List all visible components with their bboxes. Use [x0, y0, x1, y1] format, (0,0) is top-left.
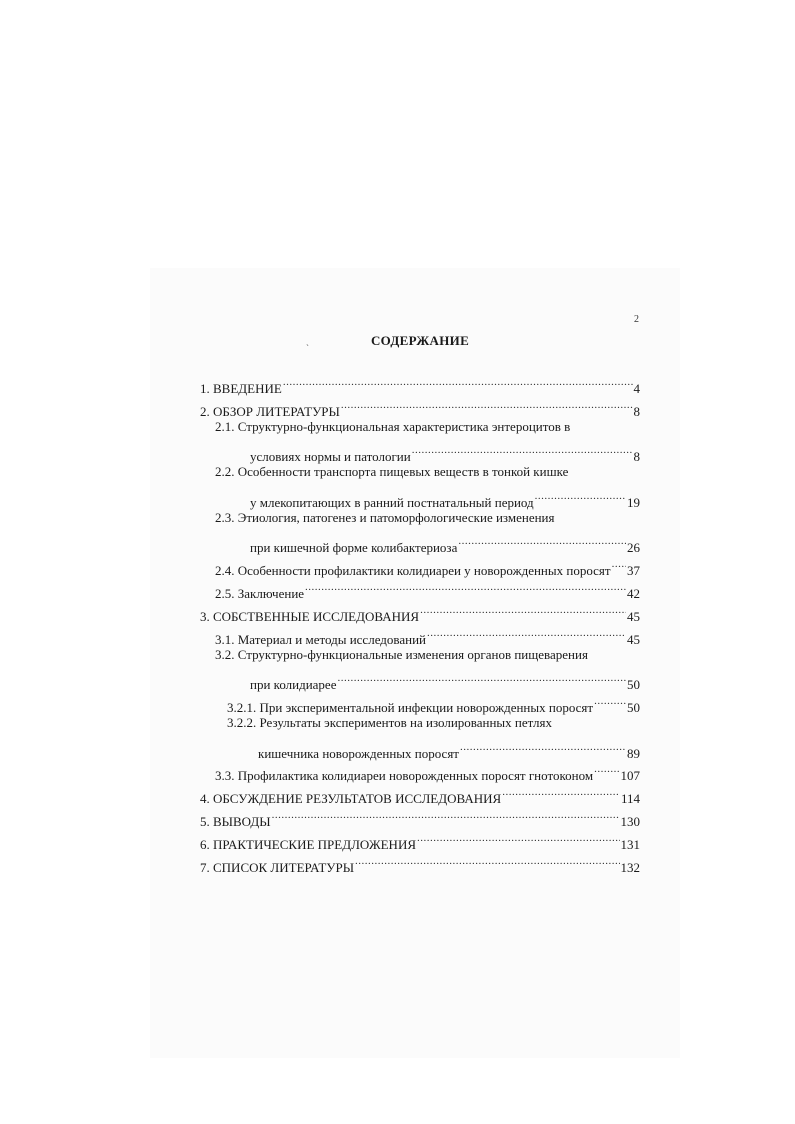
dot-leader	[594, 758, 619, 781]
toc-page-number: 107	[620, 768, 640, 784]
dot-leader	[412, 438, 633, 461]
page-number: 2	[634, 314, 639, 325]
toc-page-number: 8	[633, 403, 640, 419]
toc-entry[interactable]	[200, 575, 640, 601]
toc-entry[interactable]	[200, 598, 640, 624]
toc-entry[interactable]	[200, 849, 640, 875]
toc-page-number: 19	[627, 494, 640, 510]
dot-leader	[272, 803, 620, 826]
dot-leader	[594, 689, 626, 712]
toc-entry[interactable]	[200, 393, 640, 419]
toc-entry-title: 1. ВВЕДЕНИЕ	[200, 380, 282, 396]
toc-entry-title: при кишечной форме колибактериоза	[250, 540, 458, 556]
toc-entry-title: 4. ОБСУЖДЕНИЕ РЕЗУЛЬТАТОВ ИССЛЕДОВАНИЯ	[200, 791, 502, 807]
toc-page-number: 114	[620, 791, 640, 807]
toc-entry[interactable]	[200, 621, 640, 647]
page-title: СОДЕРЖАНИЕ	[370, 333, 470, 348]
toc-page-number: 132	[620, 859, 640, 875]
toc-entry[interactable]	[200, 712, 640, 761]
toc-entry-title: 2.2. Особенности транспорта пищевых веществ в тонкой кишке	[215, 464, 569, 480]
dot-leader	[427, 621, 626, 644]
toc-entry-title: 2. ОБЗОР ЛИТЕРАТУРЫ	[200, 403, 340, 419]
toc-entry-title: кишечника новорожденных поросят	[258, 745, 459, 761]
toc-entry[interactable]	[200, 370, 640, 396]
toc-entry-title: 2.3. Этиология, патогенез и патоморфологические изменения	[215, 509, 555, 525]
scan-mark: ˏ	[306, 336, 309, 346]
toc-page-number: 42	[627, 585, 640, 601]
toc-entry-title: 2.1. Структурно-функциональная характеристика энтероцитов в	[215, 418, 571, 434]
toc-page-number: 130	[620, 813, 640, 829]
toc-entry[interactable]	[200, 416, 640, 465]
toc-entry-title: 6. ПРАКТИЧЕСКИЕ ПРЕДЛОЖЕНИЯ	[200, 836, 416, 852]
toc-entry[interactable]	[200, 644, 640, 693]
toc-entry-title: 7. СПИСОК ЛИТЕРАТУРЫ	[200, 859, 355, 875]
dot-leader	[355, 849, 619, 872]
toc-entry[interactable]	[200, 826, 640, 852]
toc-page-number: 37	[627, 563, 640, 579]
toc-entry[interactable]	[200, 689, 640, 715]
toc-page-number: 26	[627, 540, 640, 556]
toc-entry-title: у млекопитающих в ранний постнатальный период	[250, 494, 534, 510]
toc-page-number: 50	[627, 677, 640, 693]
toc-entry[interactable]	[200, 461, 640, 510]
toc-entry-title: 3.2. Структурно-функциональные изменения органов пищеварения	[215, 646, 588, 662]
toc-page-number: 50	[627, 699, 640, 715]
dot-leader	[502, 780, 620, 803]
toc-entry-title: 3. СОБСТВЕННЫЕ ИССЛЕДОВАНИЯ	[200, 608, 420, 624]
dot-leader	[420, 598, 626, 621]
toc-entry-title: при колидиарее	[250, 677, 337, 693]
dot-leader	[458, 530, 626, 553]
dot-leader	[535, 484, 626, 507]
toc-entry-title: условиях нормы и патологии	[250, 449, 411, 465]
toc-entry[interactable]	[200, 507, 640, 556]
dot-leader	[417, 826, 620, 849]
toc-entry-title: 2.5. Заключение	[215, 585, 305, 601]
toc-entry-title: 2.4. Особенности профилактики колидиареи у новорожденных поросят	[215, 563, 611, 579]
dot-leader	[460, 735, 626, 758]
toc-entry[interactable]	[200, 758, 640, 784]
toc-entry-title: 3.1. Материал и методы исследований	[215, 631, 427, 647]
table-of-contents	[200, 370, 640, 875]
toc-entry-title: 5. ВЫВОДЫ	[200, 813, 271, 829]
toc-page-number: 8	[633, 449, 640, 465]
toc-page-number: 4	[633, 380, 640, 396]
toc-entry-title: 3.2.1. При экспериментальной инфекции новорожденных поросят	[227, 699, 594, 715]
dot-leader	[612, 552, 626, 575]
toc-page-number: 45	[627, 631, 640, 647]
toc-entry-title: 3.3. Профилактика колидиареи новорожденных поросят гнотоконом	[215, 768, 594, 784]
dot-leader	[341, 393, 633, 416]
toc-entry-title: 3.2.2. Результаты экспериментов на изолированных петлях	[227, 714, 552, 730]
toc-entry[interactable]	[200, 552, 640, 579]
toc-page-number: 89	[627, 745, 640, 761]
toc-entry[interactable]	[200, 803, 640, 829]
toc-page-number: 131	[620, 836, 640, 852]
dot-leader	[283, 370, 633, 393]
toc-entry[interactable]	[200, 780, 640, 807]
dot-leader	[305, 575, 626, 598]
dot-leader	[337, 666, 626, 689]
toc-page-number: 45	[627, 608, 640, 624]
